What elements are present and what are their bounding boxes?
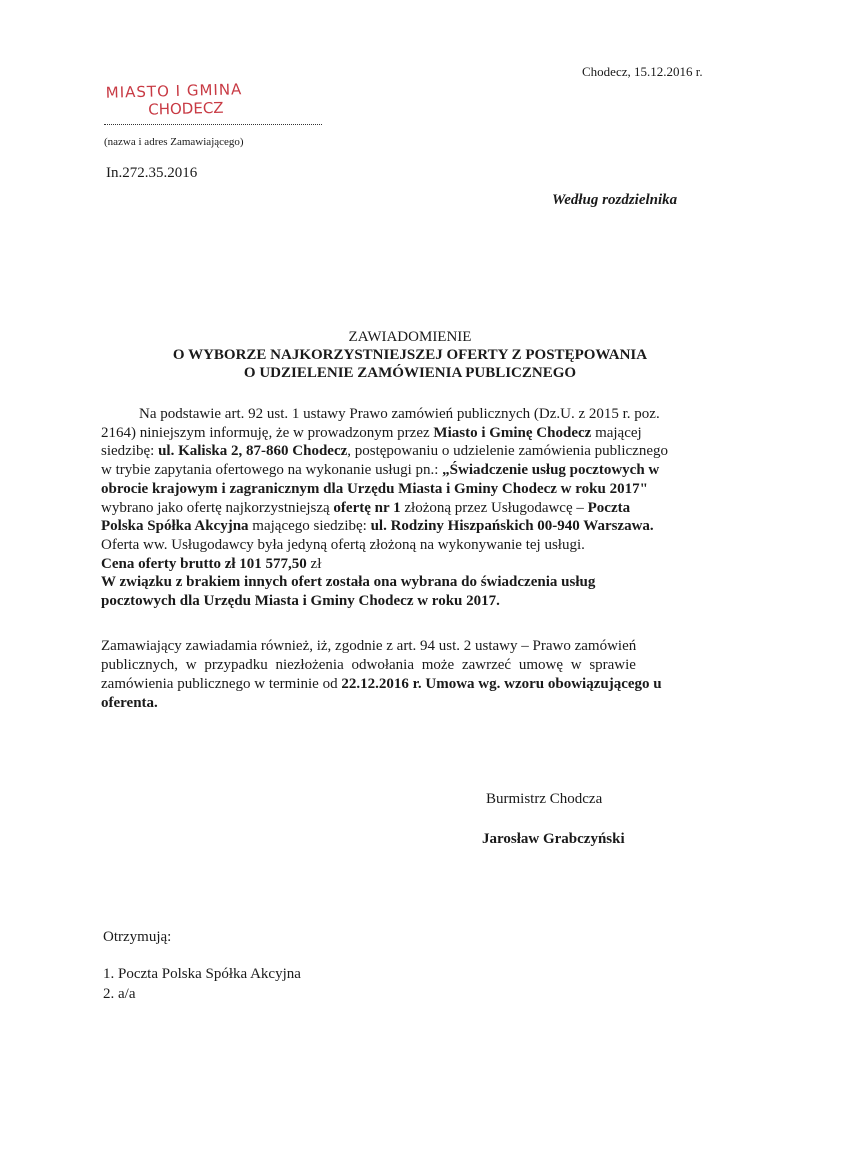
stamp-line-2: CHODECZ <box>148 98 224 119</box>
p2-line-4: oferenta. <box>101 695 158 711</box>
p1-line-2-end: mającej <box>591 424 642 441</box>
p1-line-3-end: , postępowaniu o udzielenie zamówienia publicznego <box>347 443 668 460</box>
p2-line-1: Zamawiający zawiadamia również, iż, zgodnie z art. 94 ust. 2 ustawy – Prawo zamówień <box>101 638 637 654</box>
p1-line-6-text: wybrano jako ofertę najkorzystniejszą <box>101 499 334 516</box>
signatory-title: Burmistrz Chodcza <box>486 791 603 807</box>
title-line-1: ZAWIADOMIENIE <box>348 329 472 345</box>
p1-line-7-text: mającego siedzibę: <box>248 518 371 535</box>
p1-line-8: Oferta ww. Usługodawcy była jedyną ofertą złożoną na wykonywanie tej usługi. <box>101 536 585 553</box>
recipient-item: 2. a/a <box>103 986 136 1002</box>
title-line-3: O UDZIELENIE ZAMÓWIENIA PUBLICZNEGO <box>243 365 577 381</box>
offer-price-unit: zł <box>306 555 322 572</box>
contract-date: 22.12.2016 r. Umowa wg. wzoru obowiązującego u <box>341 676 662 692</box>
p2-line-3-text: zamówienia publicznego w terminie od <box>101 676 342 692</box>
contractor-name-start: Poczta <box>587 499 631 516</box>
p2-line-2: publicznych, w przypadku niezłożenia odwołania może zawrzeć umowę w sprawie <box>101 657 636 673</box>
contractor-address: ul. Rodziny Hiszpańskich 00-940 Warszawa. <box>370 518 654 535</box>
contractor-name-end: Polska Spółka Akcyjna <box>101 518 249 535</box>
document-title <box>100 328 720 382</box>
authority-address: ul. Kaliska 2, 87-860 Chodecz <box>158 443 348 460</box>
offer-number: ofertę nr 1 <box>333 499 401 516</box>
p1-line-2-text: 2164) niniejszym informuję, że w prowadzonym przez <box>101 424 434 441</box>
notification-paragraph <box>101 405 761 611</box>
title-line-2: O WYBORZE NAJKORZYSTNIEJSZEJ OFERTY Z POSTĘPOWANIA <box>172 347 648 363</box>
recipients-label: Otrzymują: <box>103 929 172 945</box>
p1-line-1: Na podstawie art. 92 ust. 1 ustawy Prawo zamówień publicznych (Dz.U. z 2015 r. poz. <box>139 406 660 422</box>
p1-line-4-text: w trybie zapytania ofertowego na wykonanie usługi pn.: <box>101 462 443 479</box>
document-date: Chodecz, 15.12.2016 r. <box>582 64 703 79</box>
selection-reason-line-2: pocztowych dla Urzędu Miasta i Gminy Chodecz w roku 2017. <box>101 593 500 610</box>
address-caption: (nazwa i adres Zamawiającego) <box>104 136 244 148</box>
distribution-note: Według rozdzielnika <box>552 192 678 208</box>
contracting-authority: Miasto i Gminę Chodecz <box>433 424 592 441</box>
signatory-name: Jarosław Grabczyński <box>482 831 625 847</box>
offer-price: Cena oferty brutto zł 101 577,50 <box>101 555 307 572</box>
issuer-stamp <box>106 80 243 120</box>
p1-line-3-text: siedzibę: <box>101 443 159 460</box>
p1-line-6-mid: złożoną przez Usługodawcę – <box>400 499 588 516</box>
reference-number: In.272.35.2016 <box>106 165 198 181</box>
recipients-list <box>103 964 301 1004</box>
selection-reason-line-1: W związku z brakiem innych ofert została ona wybrana do świadczenia usług <box>101 574 596 591</box>
stamp-line-1: MIASTO I GMINA <box>105 80 243 102</box>
service-name-start: „Świadczenie usług pocztowych w <box>442 462 660 479</box>
service-name-end: obrocie krajowym i zagranicznym dla Urzędu Miasta i Gminy Chodecz w roku 2017" <box>101 480 648 497</box>
address-dotted-line <box>104 124 322 125</box>
recipient-item: 1. Poczta Polska Spółka Akcyjna <box>103 966 301 982</box>
contract-paragraph <box>101 637 761 713</box>
